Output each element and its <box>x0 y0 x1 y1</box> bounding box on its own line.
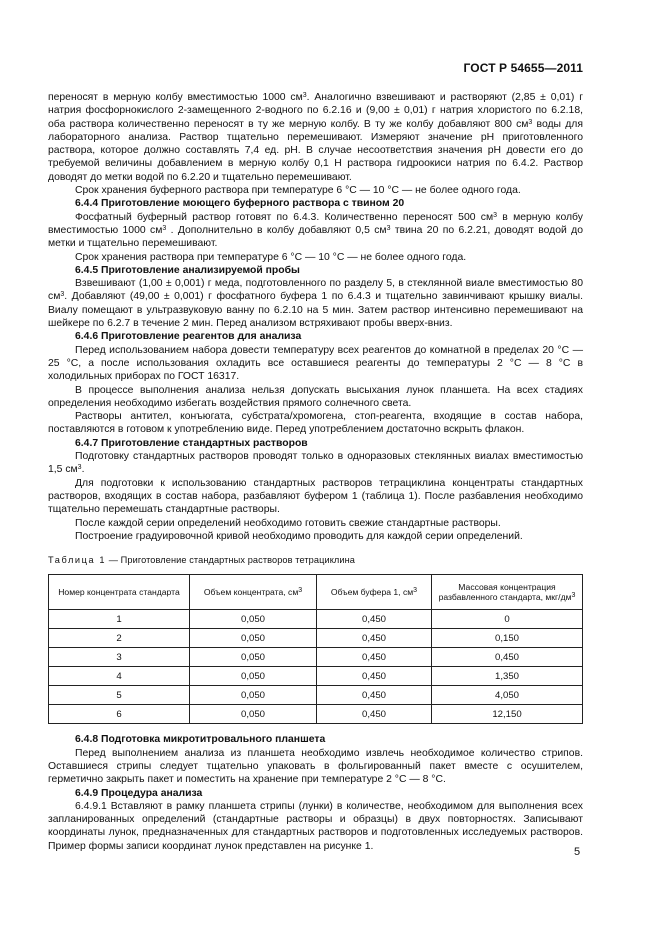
table-cell: 3 <box>49 648 190 667</box>
page-number: 5 <box>574 846 581 858</box>
section-heading: 6.4.4 Приготовление моющего буферного раствора с твином 20 <box>75 198 405 210</box>
table-body <box>49 610 583 724</box>
table-header-cell: Номер концентрата стандарта <box>49 575 190 610</box>
table-cell: 6 <box>49 705 190 724</box>
table-cell: 0,050 <box>190 667 317 686</box>
table-row <box>49 667 583 686</box>
table-caption-label: Таблица 1 <box>48 555 107 566</box>
paragraph: Срок хранения буферного раствора при температуре 6 °С — 10 °С — не более одного года. <box>75 185 521 197</box>
table-cell: 0,050 <box>190 629 317 648</box>
table-cell: 0 <box>432 610 583 629</box>
paragraph: В процессе выполнения анализа нельзя допускать высыхания лунок планшета. На всех стадиях определения необходимо избегать воздействия прямого солнечного света. <box>48 384 583 409</box>
table-cell: 0,050 <box>190 686 317 705</box>
table-cell: 4,050 <box>432 686 583 705</box>
paragraph: После каждой серии определений необходимо готовить свежие стандартные растворы. <box>75 517 501 529</box>
paragraph: Срок хранения раствора при температуре 6 °С — 10 °С — не более одного года. <box>75 251 467 263</box>
paragraph: Перед использованием набора довести температуру всех реагентов до комнатной в пределах 20 °С — 25 °С, а после использования охладить все оставшиеся реагенты до температуры 2 °С — 8 °С в холодильных приборах по ГОСТ 16317. <box>48 344 583 383</box>
table-cell: 0,450 <box>317 705 432 724</box>
table-row <box>49 610 583 629</box>
paragraph: переносят в мерную колбу вместимостью 1000 $см^3$. Аналогично взвешивают и растворяют (2,85 ± 0,01) г натрия фосфорнокислого 2-замещенного 2-водного по 6.2.16 и (9,00 ± 0,01) г натрия хлористого по 6.2.18, оба раствора количественно переносят в ту же мерную колбу. В ту же колбу добавляют 800 $см^3$ воды для лабораторного анализа. Раствор тщательно перемешивают. Измеряют значение рН приготовленного раствора, которое должно составлять 7,4 ед. рН. В случае несоответствия значения рН довести его до требуемой величины добавлением в мерную колбу 0,1 Н раствора гидроокиси натрия по 6.4.2. Раствор доводят до метки водой по 6.2.20 и тщательно перемешивают. <box>48 92 583 183</box>
table-header-row <box>49 575 583 610</box>
table-cell: 0,450 <box>432 648 583 667</box>
table-header-cell: Объем буфера 1, $см^3$ <box>317 575 432 610</box>
table-cell: 0,050 <box>190 648 317 667</box>
table-caption <box>48 554 583 567</box>
table-cell: 0,450 <box>317 648 432 667</box>
table-cell: 0,450 <box>317 610 432 629</box>
paragraph: 6.4.9.1 Вставляют в рамку планшета стрипы (лунки) в количестве, необходимом для выполнения всех запланированных определений (стандартные растворы и образцы) в двух повторностях. Записывают координаты лунок, предназначенных для стандартных растворов и подготовленных исследуемых растворов. Пример формы записи координат лунок представлен на рисунке 1. <box>48 800 583 852</box>
table-cell: 12,150 <box>432 705 583 724</box>
paragraph: Взвешивают (1,00 ± 0,001) г меда, подготовленного по разделу 5, в стеклянной виале вместимостью 80 $см^3$. Добавляют (49,00 ± 0,001) г фосфатного буфера 1 по 6.4.3 и тщательно завинчивают крышку виалы. Виалу помещают в ультразвуковую ванну по 6.2.10 на 5 мин. Затем раствор интенсивно перемешивают на шейкере по 6.2.7 в течение 2 мин. Перед анализом встряхивают пробы вверх-вниз. <box>48 278 583 330</box>
paragraph: Построение градуировочной кривой необходимо проводить для каждой серии определений. <box>75 530 523 542</box>
text-section-after-table <box>48 733 583 853</box>
table-cell: 1,350 <box>432 667 583 686</box>
table-cell: 2 <box>49 629 190 648</box>
table-row <box>49 629 583 648</box>
section-heading: 6.4.5 Приготовление анализируемой пробы <box>75 264 300 276</box>
table-row <box>49 686 583 705</box>
section-heading: 6.4.6 Приготовление реагентов для анализа <box>75 331 302 343</box>
section-heading: 6.4.8 Подготовка микротитровального планшета <box>75 734 326 746</box>
paragraph: Подготовку стандартных растворов проводят только в одноразовых стеклянных виалах вместимостью 1,5 $см^3$. <box>48 451 583 476</box>
table-cell: 1 <box>49 610 190 629</box>
table-cell: 0,050 <box>190 705 317 724</box>
paragraph: Для подготовки к использованию стандартных растворов тетрациклина концентраты стандартных растворов, входящих в состав набора, разбавляют буфером 1 (таблица 1). После разбавления необходимо тщательно перемешать стандартные растворы. <box>48 477 583 516</box>
table-cell: 0,450 <box>317 686 432 705</box>
paragraph: Растворы антител, конъюгата, субстрата/хромогена, стоп-реагента, входящие в состав набора, поставляются в готовом к употреблению виде. Перед употреблением достаточно вскрыть флакон. <box>48 411 583 436</box>
table-header-cell: Объем концентрата, $см^3$ <box>190 575 317 610</box>
section-heading: 6.4.9 Процедура анализа <box>75 787 203 799</box>
table-cell: 0,450 <box>317 667 432 686</box>
table-cell: 0,450 <box>317 629 432 648</box>
text-section-before-table <box>48 91 583 543</box>
table-cell: 0,050 <box>190 610 317 629</box>
table-row <box>49 648 583 667</box>
table-cell: 4 <box>49 667 190 686</box>
table-cell: 0,150 <box>432 629 583 648</box>
page-content <box>48 91 583 853</box>
table-caption-text: — Приготовление стандартных растворов тетрациклина <box>106 555 355 566</box>
standards-table <box>48 574 583 724</box>
paragraph: Фосфатный буферный раствор готовят по 6.4.3. Количественно переносят 500 $см^3$ в мерную колбу вместимостью 1000 $см^3$ . Дополнительно в колбу добавляют 0,5 $см^3$ твина 20 по 6.2.21, доводят водой до метки и тщательно перемешивают. <box>48 211 583 250</box>
table-row <box>49 705 583 724</box>
section-heading: 6.4.7 Приготовление стандартных растворов <box>75 437 308 449</box>
document-code: ГОСТ Р 54655—2011 <box>463 61 583 75</box>
table-header-cell: Массовая концентрация разбавленного стандарта, мкг/$дм^3$ <box>432 575 583 610</box>
paragraph: Перед выполнением анализа из планшета необходимо извлечь необходимое количество стрипов. Оставшиеся стрипы следует тщательно упаковать в фольгированный пакет вместе с осушителем, герметично закрыть пакет и поместить на хранение при температуре 2 °С — 8 °С. <box>48 747 583 786</box>
table-cell: 5 <box>49 686 190 705</box>
